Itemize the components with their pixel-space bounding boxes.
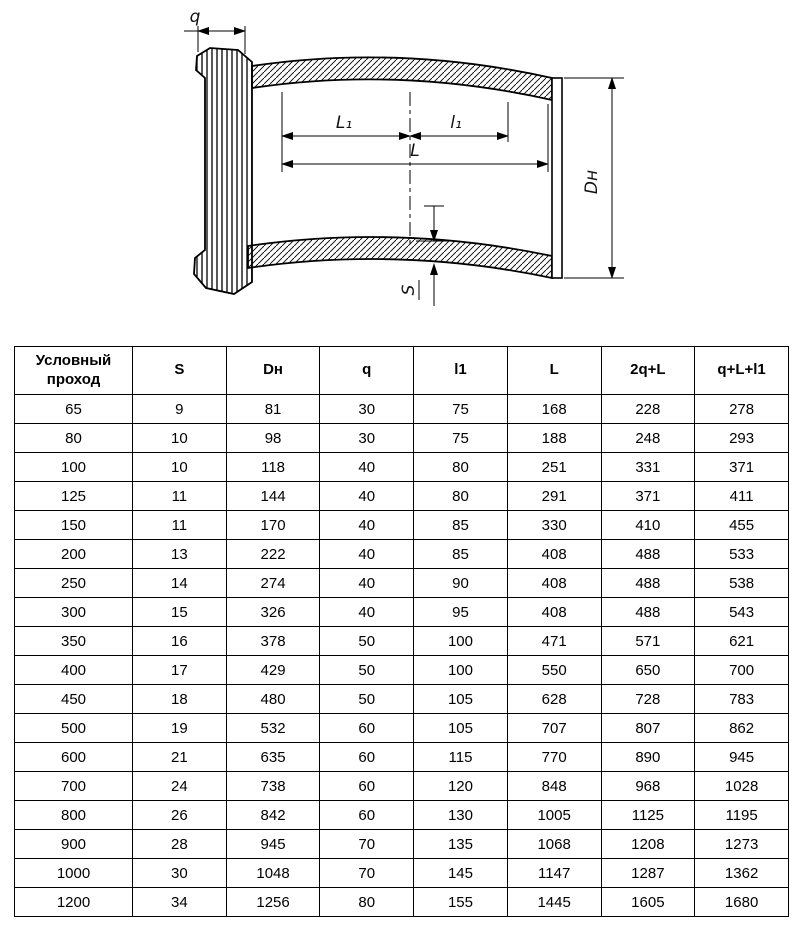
- S-label: S: [399, 284, 419, 296]
- table-row: [15, 888, 789, 917]
- table-cell: 1125: [601, 801, 695, 830]
- table-row: [15, 685, 789, 714]
- table-cell: 1200: [15, 888, 133, 917]
- table-cell: 293: [695, 424, 789, 453]
- table-cell: 85: [414, 511, 508, 540]
- table-cell: 80: [320, 888, 414, 917]
- table-cell: 155: [414, 888, 508, 917]
- table-cell: 378: [226, 627, 320, 656]
- table-cell: 1208: [601, 830, 695, 859]
- table-cell: 900: [15, 830, 133, 859]
- column-header: Dн: [226, 347, 320, 395]
- table-cell: 15: [133, 598, 227, 627]
- table-cell: 26: [133, 801, 227, 830]
- table-cell: 968: [601, 772, 695, 801]
- table-row: [15, 772, 789, 801]
- pipe-bottom-wall: [248, 237, 552, 278]
- table-cell: 70: [320, 830, 414, 859]
- column-header: Условный проход: [15, 347, 133, 395]
- table-cell: 1005: [507, 801, 601, 830]
- dimensions-table-section: [14, 346, 789, 917]
- table-cell: 11: [133, 511, 227, 540]
- table-cell: 14: [133, 569, 227, 598]
- column-header: q+L+l1: [695, 347, 789, 395]
- table-cell: 60: [320, 772, 414, 801]
- column-header: S: [133, 347, 227, 395]
- table-cell: 80: [15, 424, 133, 453]
- table-cell: 331: [601, 453, 695, 482]
- table-cell: 600: [15, 743, 133, 772]
- table-cell: 30: [320, 424, 414, 453]
- table-cell: 250: [15, 569, 133, 598]
- table-cell: 488: [601, 569, 695, 598]
- table-cell: 170: [226, 511, 320, 540]
- table-cell: 40: [320, 598, 414, 627]
- table-cell: 1273: [695, 830, 789, 859]
- table-cell: 9: [133, 395, 227, 424]
- table-cell: 100: [414, 656, 508, 685]
- table-row: [15, 511, 789, 540]
- table-head: [15, 347, 789, 395]
- table-row: [15, 743, 789, 772]
- table-cell: 248: [601, 424, 695, 453]
- table-row: [15, 801, 789, 830]
- table-cell: 40: [320, 482, 414, 511]
- dimensions-table: [14, 346, 789, 917]
- table-cell: 408: [507, 569, 601, 598]
- table-cell: 50: [320, 627, 414, 656]
- table-cell: 40: [320, 511, 414, 540]
- table-cell: 120: [414, 772, 508, 801]
- table-cell: 1445: [507, 888, 601, 917]
- table-cell: 890: [601, 743, 695, 772]
- column-header: L: [507, 347, 601, 395]
- table-cell: 1605: [601, 888, 695, 917]
- table-cell: 945: [695, 743, 789, 772]
- column-header: l1: [414, 347, 508, 395]
- table-cell: 1068: [507, 830, 601, 859]
- table-cell: 700: [695, 656, 789, 685]
- table-cell: 125: [15, 482, 133, 511]
- table-cell: 783: [695, 685, 789, 714]
- table-cell: 228: [601, 395, 695, 424]
- table-cell: 848: [507, 772, 601, 801]
- table-cell: 371: [695, 453, 789, 482]
- table-cell: 200: [15, 540, 133, 569]
- pipe-bend-drawing-section: [0, 0, 802, 340]
- table-row: [15, 627, 789, 656]
- table-cell: 862: [695, 714, 789, 743]
- table-head-row: [15, 347, 789, 395]
- table-cell: 278: [695, 395, 789, 424]
- table-cell: 1147: [507, 859, 601, 888]
- table-cell: 40: [320, 540, 414, 569]
- table-cell: 350: [15, 627, 133, 656]
- table-cell: 144: [226, 482, 320, 511]
- table-row: [15, 656, 789, 685]
- table-row: [15, 830, 789, 859]
- table-cell: 1680: [695, 888, 789, 917]
- table-cell: 80: [414, 453, 508, 482]
- table-cell: 532: [226, 714, 320, 743]
- table-cell: 1048: [226, 859, 320, 888]
- table-cell: 471: [507, 627, 601, 656]
- table-cell: 450: [15, 685, 133, 714]
- table-cell: 34: [133, 888, 227, 917]
- L1-label: L₁: [335, 113, 353, 133]
- table-cell: 18: [133, 685, 227, 714]
- pipe-end-face: [552, 78, 562, 278]
- table-row: [15, 540, 789, 569]
- table-cell: 371: [601, 482, 695, 511]
- table-cell: 50: [320, 685, 414, 714]
- table-cell: 28: [133, 830, 227, 859]
- table-cell: 621: [695, 627, 789, 656]
- table-cell: 1028: [695, 772, 789, 801]
- table-cell: 100: [15, 453, 133, 482]
- table-cell: 543: [695, 598, 789, 627]
- table-cell: 842: [226, 801, 320, 830]
- table-cell: 105: [414, 685, 508, 714]
- table-cell: 411: [695, 482, 789, 511]
- table-row: [15, 598, 789, 627]
- table-cell: 30: [320, 395, 414, 424]
- table-cell: 222: [226, 540, 320, 569]
- table-cell: 480: [226, 685, 320, 714]
- table-cell: 533: [695, 540, 789, 569]
- table-cell: 168: [507, 395, 601, 424]
- table-cell: 291: [507, 482, 601, 511]
- table-cell: 488: [601, 598, 695, 627]
- table-cell: 429: [226, 656, 320, 685]
- table-cell: 11: [133, 482, 227, 511]
- table-row: [15, 859, 789, 888]
- table-cell: 707: [507, 714, 601, 743]
- table-cell: 326: [226, 598, 320, 627]
- Dn-label: Dн: [582, 169, 602, 195]
- table-cell: 1000: [15, 859, 133, 888]
- table-cell: 16: [133, 627, 227, 656]
- table-cell: 738: [226, 772, 320, 801]
- table-cell: 145: [414, 859, 508, 888]
- table-cell: 40: [320, 569, 414, 598]
- table-cell: 650: [601, 656, 695, 685]
- table-cell: 98: [226, 424, 320, 453]
- table-cell: 251: [507, 453, 601, 482]
- table-cell: 75: [414, 395, 508, 424]
- table-body: [15, 395, 789, 917]
- table-row: [15, 482, 789, 511]
- table-cell: 70: [320, 859, 414, 888]
- table-cell: 17: [133, 656, 227, 685]
- table-cell: 60: [320, 714, 414, 743]
- table-cell: 10: [133, 424, 227, 453]
- table-cell: 770: [507, 743, 601, 772]
- pipe-bend-drawing: [0, 0, 802, 340]
- table-cell: 118: [226, 453, 320, 482]
- table-cell: 571: [601, 627, 695, 656]
- table-cell: 24: [133, 772, 227, 801]
- table-cell: 135: [414, 830, 508, 859]
- table-cell: 115: [414, 743, 508, 772]
- table-cell: 75: [414, 424, 508, 453]
- table-cell: 19: [133, 714, 227, 743]
- table-cell: 488: [601, 540, 695, 569]
- table-cell: 150: [15, 511, 133, 540]
- column-header: q: [320, 347, 414, 395]
- table-row: [15, 714, 789, 743]
- table-row: [15, 569, 789, 598]
- table-cell: 945: [226, 830, 320, 859]
- table-cell: 1287: [601, 859, 695, 888]
- table-cell: 408: [507, 540, 601, 569]
- table-cell: 21: [133, 743, 227, 772]
- socket-bell: [194, 48, 252, 294]
- table-cell: 800: [15, 801, 133, 830]
- table-cell: 100: [414, 627, 508, 656]
- table-cell: 274: [226, 569, 320, 598]
- table-cell: 95: [414, 598, 508, 627]
- table-cell: 455: [695, 511, 789, 540]
- table-row: [15, 453, 789, 482]
- table-cell: 50: [320, 656, 414, 685]
- table-cell: 90: [414, 569, 508, 598]
- L-label: L: [410, 141, 420, 161]
- table-cell: 60: [320, 743, 414, 772]
- table-cell: 60: [320, 801, 414, 830]
- table-cell: 1256: [226, 888, 320, 917]
- table-row: [15, 395, 789, 424]
- table-cell: 80: [414, 482, 508, 511]
- table-cell: 40: [320, 453, 414, 482]
- table-cell: 300: [15, 598, 133, 627]
- table-cell: 10: [133, 453, 227, 482]
- table-cell: 65: [15, 395, 133, 424]
- table-cell: 13: [133, 540, 227, 569]
- column-header: 2q+L: [601, 347, 695, 395]
- table-cell: 410: [601, 511, 695, 540]
- table-cell: 728: [601, 685, 695, 714]
- table-cell: 550: [507, 656, 601, 685]
- pipe-top-wall: [252, 57, 552, 100]
- q-label: q: [189, 7, 201, 27]
- table-cell: 538: [695, 569, 789, 598]
- table-cell: 400: [15, 656, 133, 685]
- table-cell: 807: [601, 714, 695, 743]
- table-cell: 30: [133, 859, 227, 888]
- table-cell: 130: [414, 801, 508, 830]
- table-cell: 1362: [695, 859, 789, 888]
- table-cell: 500: [15, 714, 133, 743]
- table-cell: 105: [414, 714, 508, 743]
- table-cell: 188: [507, 424, 601, 453]
- table-cell: 628: [507, 685, 601, 714]
- table-cell: 635: [226, 743, 320, 772]
- table-cell: 85: [414, 540, 508, 569]
- table-row: [15, 424, 789, 453]
- table-cell: 81: [226, 395, 320, 424]
- l1-label: l₁: [450, 113, 462, 133]
- table-cell: 1195: [695, 801, 789, 830]
- table-cell: 408: [507, 598, 601, 627]
- table-cell: 700: [15, 772, 133, 801]
- table-cell: 330: [507, 511, 601, 540]
